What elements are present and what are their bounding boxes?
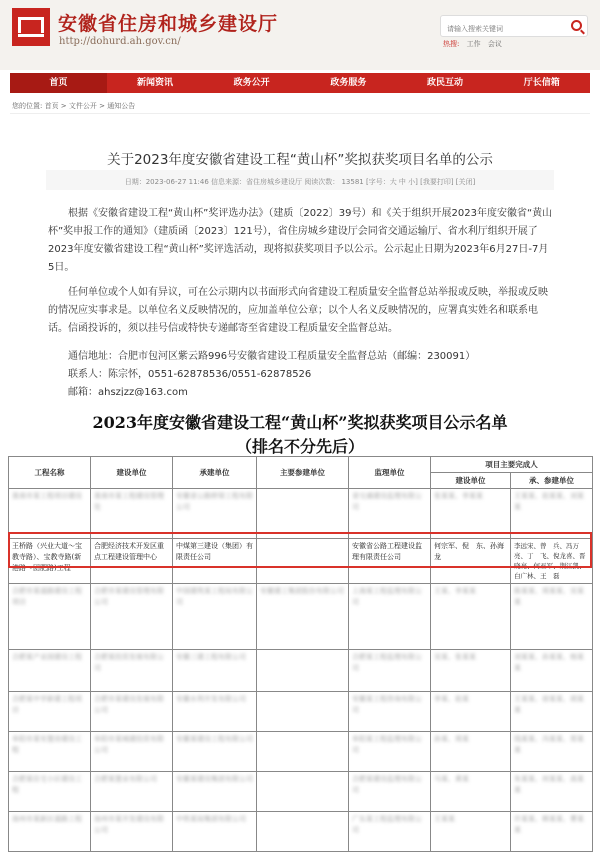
table-cell: 安徽三建工程有限公司 xyxy=(173,650,257,692)
table-cell: 阜阳市某安置房建设工程 xyxy=(9,732,91,772)
nav-news[interactable]: 新闻资讯 xyxy=(137,78,174,88)
highlight-participant xyxy=(257,539,349,584)
table-cell: 中铁某局集团有限公司 xyxy=(173,812,257,852)
breadcrumb[interactable]: 您的位置: 首页 > 文件公开 > 通知公告 xyxy=(12,102,136,110)
article-meta: 日期：2023-06-27 11:46 信息来源：省住房城乡建设厅 阅读次数： 13581 [字号：大 中 小] [我要打印] [关闭] xyxy=(124,178,476,186)
table-cell: 许某某、韩某某、曹某某 xyxy=(511,812,593,852)
highlight-completer-builder: 何宗军、倪 东、孙海龙 xyxy=(431,539,511,584)
table-cell xyxy=(257,812,349,852)
table-cell: 广东某工程监理有限公司 xyxy=(349,812,431,852)
table-cell xyxy=(257,692,349,732)
highlight-project: 王桥路（兴业大道～宝教寺路）、宝教寺路(新港路～团肥路)工程 xyxy=(9,539,91,584)
col-completer-builder: 建设单位 xyxy=(431,473,511,489)
article-title: 关于2023年度安徽省建设工程“黄山杯”奖拟获奖项目名单的公示 xyxy=(107,152,493,168)
search-icon[interactable] xyxy=(571,20,582,31)
nav-home[interactable]: 首页 xyxy=(10,73,107,93)
table-cell: 阜阳市某城建投资有限公司 xyxy=(91,732,173,772)
table-cell: 池州市某开发建设有限公司 xyxy=(91,812,173,852)
col-project: 工程名称 xyxy=(9,457,91,489)
table-cell: 合肥某中学新建工程项目 xyxy=(9,692,91,732)
col-completers: 项目主要完成人 xyxy=(431,457,593,473)
table-cell: 淮南市某工程项目建设 xyxy=(9,489,91,539)
table-cell: 刘某某、孙某某、杨某某 xyxy=(511,650,593,692)
table-cell: 合肥市某道路建设工程项目 xyxy=(9,584,91,650)
table-row xyxy=(9,584,593,650)
table-cell: 淮南市某工程建设管理处 xyxy=(91,489,173,539)
nav-interaction[interactable]: 政民互动 xyxy=(427,78,464,88)
table-cell: 朱某某、何某某、高某某 xyxy=(511,772,593,812)
main-nav xyxy=(10,73,590,93)
table-cell: 合肥某投资发展有限公司 xyxy=(91,650,173,692)
nav-gov-public[interactable]: 政务公开 xyxy=(233,78,270,88)
table-cell xyxy=(257,489,349,539)
col-participant: 主要参建单位 xyxy=(257,457,349,489)
divider xyxy=(0,399,600,403)
table-cell: 合肥某置业有限公司 xyxy=(91,772,173,812)
table-cell: 安徽某工程咨询有限公司 xyxy=(349,692,431,732)
table-cell: 合肥某建设监理有限公司 xyxy=(349,772,431,812)
table-cell: 王某某、赵某某、刘某某 xyxy=(511,489,593,539)
article-paragraph-2: 任何单位或个人如有异议，可在公示期内以书面形式向省建设工程质量安全监督总站举报或反映，举报或反映的情况应实事求是。以单位名义反映情况的，应加盖单位公章；以个人名义反映情况的，应署真实姓名和联系电话。信函投诉的，须以挂号信或特快专递邮寄至省建设工程质量安全监督总站。 xyxy=(48,287,548,334)
hot-link-work[interactable]: 工作 xyxy=(466,40,481,48)
table-cell: 上海某工程监理有限公司 xyxy=(349,584,431,650)
site-header xyxy=(0,0,600,70)
contact-person: 联系人：陈宗怀，0551-62878536/0551-62878526 xyxy=(68,369,312,380)
col-supervisor: 监理单位 xyxy=(349,457,431,489)
table-cell: 王某某 xyxy=(431,812,511,852)
table-cell: 李某、赵某 xyxy=(431,692,511,732)
highlight-supervisor: 安徽省公路工程建设监理有限责任公司 xyxy=(349,539,431,584)
table-row xyxy=(9,489,593,539)
table-cell: 中国建筑某工程局有限公司 xyxy=(173,584,257,650)
contact-address: 通信地址：合肥市包河区紫云路996号安徽省建设工程质量安全监督总站（邮编：230091） xyxy=(68,351,476,362)
table-row xyxy=(9,772,593,812)
table-cell: 安徽水利开发有限公司 xyxy=(173,692,257,732)
table-cell: 合肥某产业园建设工程 xyxy=(9,650,91,692)
hot-search-label: 热搜: xyxy=(443,40,460,48)
table-row xyxy=(9,650,593,692)
table-cell: 合肥市某建设管理有限公司 xyxy=(91,584,173,650)
table-cell: 陈某某、周某某、吴某某 xyxy=(511,584,593,650)
site-name[interactable]: 安徽省住房和城乡建设厅 xyxy=(58,13,279,35)
table-cell: 孙某、周某 xyxy=(431,732,511,772)
table-cell: 安徽省公路桥梁工程有限公司 xyxy=(173,489,257,539)
contact-email: 邮箱：ahszjzz@163.com xyxy=(68,387,188,396)
table-cell: 省交通建设监理有限公司 xyxy=(349,489,431,539)
nav-director-mailbox[interactable]: 厅长信箱 xyxy=(523,78,560,88)
table-cell: 池州市某新区道路工程 xyxy=(9,812,91,852)
table-row xyxy=(9,692,593,732)
table-cell: 安徽某建设工程有限公司 xyxy=(173,732,257,772)
table-header-row xyxy=(9,457,593,473)
table-row xyxy=(9,812,593,852)
article-paragraph-1: 根据《安徽省建设工程“黄山杯”奖评选办法》（建质〔2022〕39号）和《关于组织开展2023年度安徽省“黄山杯”奖申报工作的通知》（建质函〔2023〕121号），省住房城乡建设厅会同省交通运输厅、省水利厅组织开展了2023年度安徽省建设工程“黄山杯”奖评选活动，现将拟获奖项目予以公示。公示起止日期为2023年6月27日-7月5日。 xyxy=(48,208,553,273)
table-cell: 吴某、张某某 xyxy=(431,650,511,692)
table-cell: 张某某、李某某 xyxy=(431,489,511,539)
search-box xyxy=(440,15,588,37)
doc-title: 2023年度安徽省建设工程“黄山杯”奖拟获奖项目公示名单 xyxy=(92,413,508,432)
nav-gov-service[interactable]: 政务服务 xyxy=(330,78,367,88)
table-row xyxy=(9,732,593,772)
table-cell: 王某、李某某 xyxy=(431,584,511,650)
table-cell: 马某、黄某 xyxy=(431,772,511,812)
table-cell xyxy=(257,772,349,812)
col-contractor: 承建单位 xyxy=(173,457,257,489)
table-cell: 钱某某、冯某某、郑某某 xyxy=(511,732,593,772)
search-input[interactable] xyxy=(441,19,559,39)
highlight-contractor: 中煤第三建设（集团）有限责任公司 xyxy=(173,539,257,584)
table-cell: 安徽建工集团股份有限公司 xyxy=(257,584,349,650)
table-cell xyxy=(257,732,349,772)
table-cell: 王某某、徐某某、胡某某 xyxy=(511,692,593,732)
table-cell: 合肥某工程监理有限公司 xyxy=(349,650,431,692)
table-cell: 合肥某住宅小区建设工程 xyxy=(9,772,91,812)
site-url: http://dohurd.ah.gov.cn/ xyxy=(59,36,181,47)
highlight-builder: 合肥经济技术开发区重点工程建设管理中心 xyxy=(91,539,173,584)
table-cell: 合肥市某建设发展有限公司 xyxy=(91,692,173,732)
results-table xyxy=(8,456,593,852)
highlighted-row xyxy=(9,539,593,584)
hot-search xyxy=(443,39,507,49)
table-cell xyxy=(257,650,349,692)
doc-subtitle: （排名不分先后） xyxy=(235,437,364,456)
table-cell: 安徽某建设集团有限公司 xyxy=(173,772,257,812)
col-completer-contractor: 承、参建单位 xyxy=(511,473,593,489)
site-logo-icon[interactable] xyxy=(12,8,50,46)
hot-link-meeting[interactable]: 会议 xyxy=(487,40,502,48)
table-cell: 阜阳某工程监理有限公司 xyxy=(349,732,431,772)
col-builder: 建设单位 xyxy=(91,457,173,489)
highlight-completer-contractor: 李远宋、曾 兵、冯万亮、丁 飞、倪龙喜、晋晓亮、何亚军、荆江凯、白广林、王 磊 xyxy=(511,539,593,584)
